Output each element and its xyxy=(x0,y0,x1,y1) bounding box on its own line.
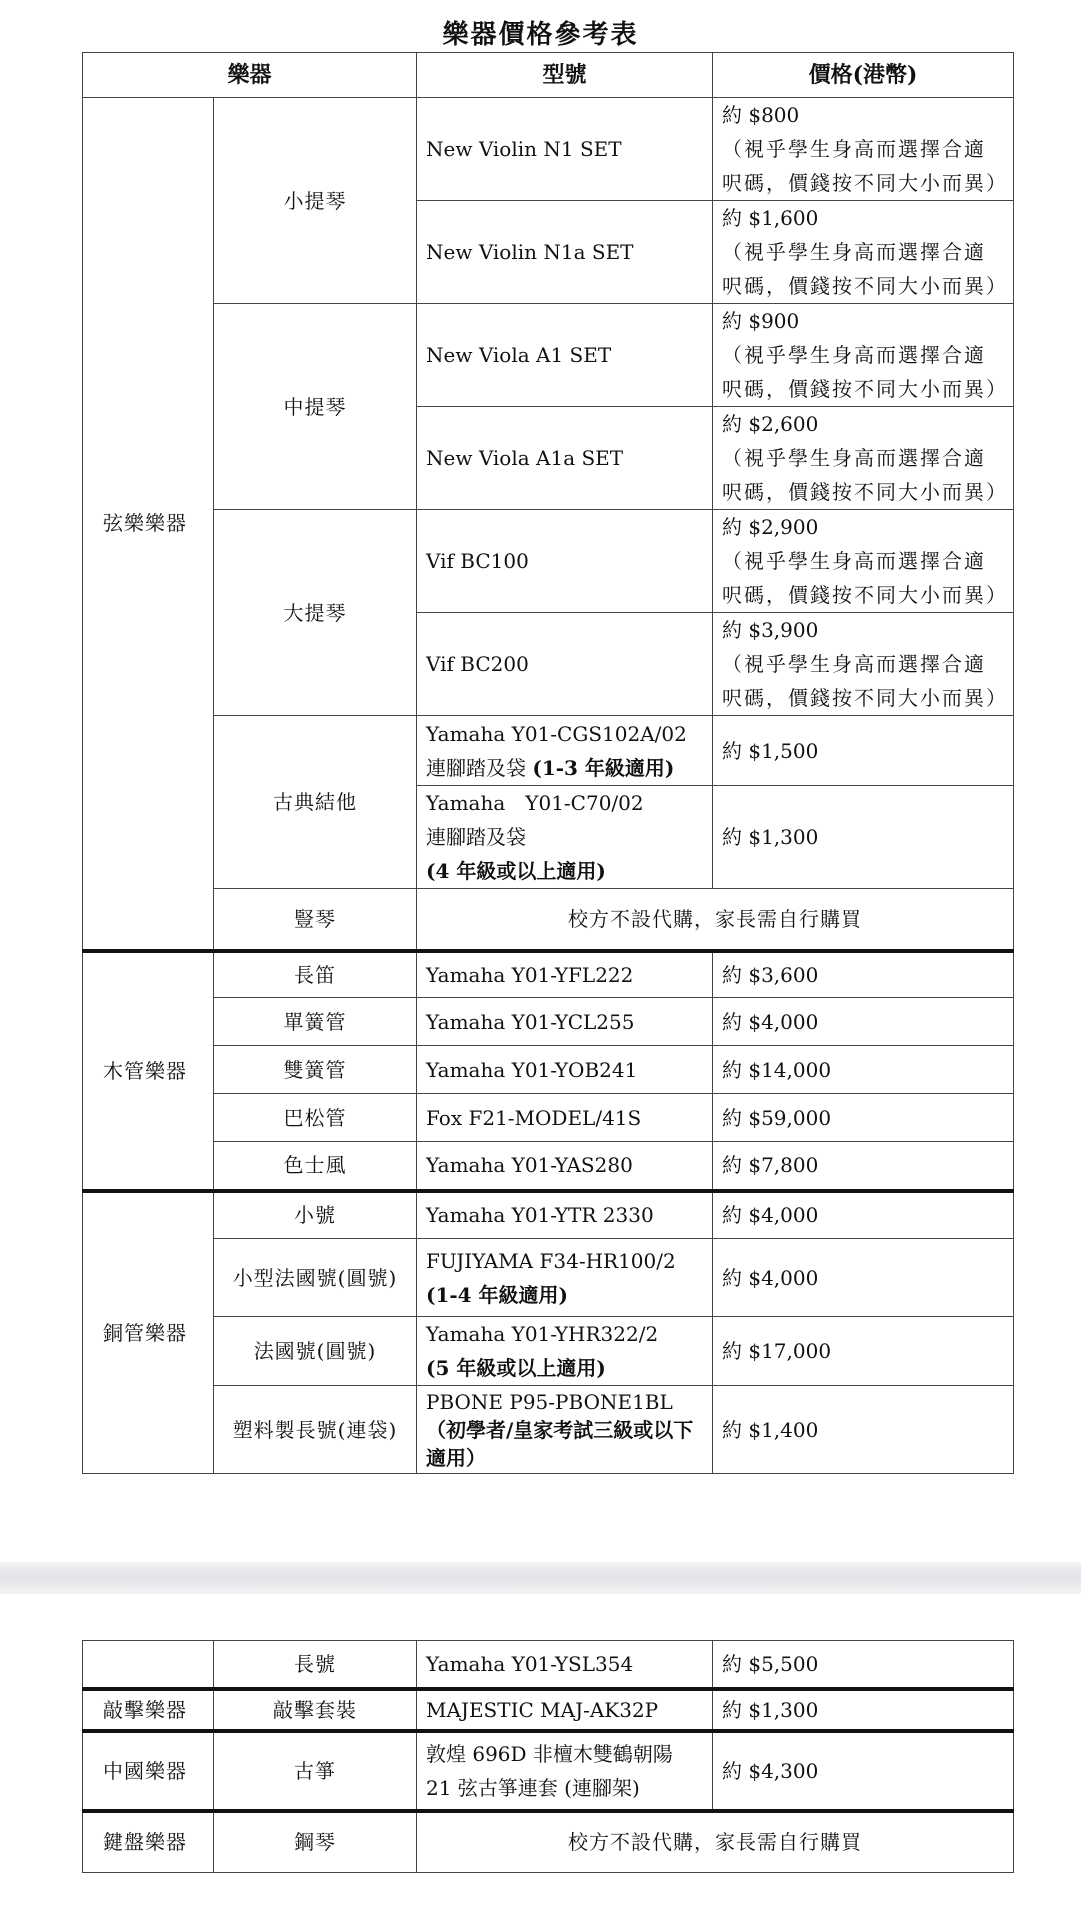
grade-note xyxy=(426,1416,703,1472)
price-value: 約 $3,900 xyxy=(722,618,819,642)
table-row xyxy=(83,998,1014,1046)
instrument-guitar: 古典結他 xyxy=(214,716,417,889)
price-note: （視乎學生身高而選擇合適呎碼，價錢按不同大小而異） xyxy=(722,549,1008,607)
instrument-name: 長號 xyxy=(214,1641,417,1689)
price-cell xyxy=(713,201,1014,304)
model-cell: Vif BC200 xyxy=(417,613,713,716)
model-cell: New Viola A1 SET xyxy=(417,304,713,407)
category-woodwind: 木管樂器 xyxy=(83,951,214,1191)
category-percussion: 敲擊樂器 xyxy=(83,1689,214,1731)
model-cell: Vif BC100 xyxy=(417,510,713,613)
price-cell xyxy=(713,98,1014,201)
page-break-separator xyxy=(0,1562,1081,1594)
category-brass: 銅管樂器 xyxy=(83,1191,214,1474)
price-cell: 約 $4,000 xyxy=(713,1239,1014,1317)
model-cell xyxy=(417,786,713,889)
instrument-name: 小號 xyxy=(214,1191,417,1239)
grade-note-text: (5 年級或以上適用) xyxy=(426,1356,606,1380)
model-cell xyxy=(417,1317,713,1386)
instrument-name: 單簧管 xyxy=(214,998,417,1046)
price-note: （視乎學生身高而選擇合適呎碼，價錢按不同大小而異） xyxy=(722,137,1008,195)
price-value: 約 $2,900 xyxy=(722,515,819,539)
model-line: 敦煌 696D 非檀木雙鶴朝陽 xyxy=(426,1741,673,1766)
table-row xyxy=(83,716,1014,786)
header-instrument: 樂器 xyxy=(83,53,417,98)
model-line: FUJIYAMA F34-HR100/2 xyxy=(426,1248,676,1273)
model-cell: New Violin N1 SET xyxy=(417,98,713,201)
price-value: 約 $900 xyxy=(722,309,800,333)
grade-note-text: (4 年級或以上適用) xyxy=(426,859,606,883)
instrument-name: 雙簧管 xyxy=(214,1046,417,1094)
price-note: （視乎學生身高而選擇合適呎碼，價錢按不同大小而異） xyxy=(722,343,1008,401)
instrument-cello: 大提琴 xyxy=(214,510,417,716)
price-cell: 約 $1,300 xyxy=(713,1689,1014,1731)
instrument-name: 小型法國號(圓號) xyxy=(214,1239,417,1317)
instrument-violin: 小提琴 xyxy=(214,98,417,304)
table-row xyxy=(83,1731,1014,1811)
model-cell xyxy=(417,716,713,786)
instrument-name: 鋼琴 xyxy=(214,1811,417,1873)
table-row xyxy=(83,1239,1014,1317)
instrument-name: 古箏 xyxy=(214,1731,417,1811)
model-line: Yamaha Y01-YHR322/2 xyxy=(426,1322,659,1346)
page-title: 樂器價格參考表 xyxy=(442,20,639,50)
table-row xyxy=(83,510,1014,613)
table-row xyxy=(83,98,1014,201)
price-cell: 約 $4,000 xyxy=(713,998,1014,1046)
no-purchase-note: 校方不設代購，家長需自行購買 xyxy=(417,1811,1014,1873)
model-cell: New Viola A1a SET xyxy=(417,407,713,510)
instrument-name: 色士風 xyxy=(214,1142,417,1191)
table-row xyxy=(83,1317,1014,1386)
category-strings: 弦樂樂器 xyxy=(83,98,214,951)
category-brass-continued xyxy=(83,1641,214,1689)
model-line: Yamaha Y01-C70/02 xyxy=(426,791,644,815)
price-cell: 約 $4,000 xyxy=(713,1191,1014,1239)
table-row xyxy=(83,1142,1014,1191)
model-cell xyxy=(417,1731,713,1811)
price-cell: 約 $1,500 xyxy=(713,716,1014,786)
price-cell xyxy=(713,407,1014,510)
model-cell: Yamaha Y01-YSL354 xyxy=(417,1641,713,1689)
category-chinese: 中國樂器 xyxy=(83,1731,214,1811)
model-cell: Yamaha Y01-YTR 2330 xyxy=(417,1191,713,1239)
model-cell: Yamaha Y01-YCL255 xyxy=(417,998,713,1046)
grade-note xyxy=(426,1351,703,1385)
price-cell: 約 $7,800 xyxy=(713,1142,1014,1191)
table-row xyxy=(83,1094,1014,1142)
instrument-name: 法國號(圓號) xyxy=(214,1317,417,1386)
price-cell: 約 $17,000 xyxy=(713,1317,1014,1386)
price-cell: 約 $59,000 xyxy=(713,1094,1014,1142)
table-row xyxy=(83,1046,1014,1094)
instrument-harp: 豎琴 xyxy=(214,889,417,951)
grade-note-text: （初學者/皇家考試三級或以下適用） xyxy=(426,1417,694,1470)
price-cell: 約 $1,300 xyxy=(713,786,1014,889)
model-line xyxy=(426,751,703,785)
category-keyboard: 鍵盤樂器 xyxy=(83,1811,214,1873)
price-cell: 約 $14,000 xyxy=(713,1046,1014,1094)
table-row xyxy=(83,1641,1014,1689)
model-line: 連腳踏及袋 xyxy=(426,755,526,780)
price-cell: 約 $3,600 xyxy=(713,951,1014,998)
model-cell: Yamaha Y01-YFL222 xyxy=(417,951,713,998)
instrument-viola: 中提琴 xyxy=(214,304,417,510)
grade-note xyxy=(426,1278,703,1312)
price-cell xyxy=(713,510,1014,613)
header-price: 價格(港幣) xyxy=(713,53,1014,98)
price-value: 約 $2,600 xyxy=(722,412,819,436)
instrument-name: 塑料製長號(連袋) xyxy=(214,1386,417,1474)
price-cell xyxy=(713,304,1014,407)
table-row xyxy=(83,1811,1014,1873)
model-cell: Yamaha Y01-YAS280 xyxy=(417,1142,713,1191)
table-row xyxy=(83,951,1014,998)
grade-note: (1-3 年級適用) xyxy=(532,755,675,780)
price-note: （視乎學生身高而選擇合適呎碼，價錢按不同大小而異） xyxy=(722,446,1008,504)
table-row xyxy=(83,1689,1014,1731)
model-cell: MAJESTIC MAJ-AK32P xyxy=(417,1689,713,1731)
model-cell: Fox F21-MODEL/41S xyxy=(417,1094,713,1142)
price-table-continued xyxy=(82,1640,1014,1873)
price-table xyxy=(82,52,1014,1474)
model-cell: New Violin N1a SET xyxy=(417,201,713,304)
price-value: 約 $1,600 xyxy=(722,206,819,230)
grade-note-text: (1-4 年級適用) xyxy=(426,1282,569,1307)
price-value: 約 $800 xyxy=(722,103,800,127)
model-cell: Yamaha Y01-YOB241 xyxy=(417,1046,713,1094)
model-cell xyxy=(417,1386,713,1474)
price-cell: 約 $4,300 xyxy=(713,1731,1014,1811)
instrument-name: 長笛 xyxy=(214,951,417,998)
model-line: 21 弦古箏連套 (連腳架) xyxy=(426,1775,640,1800)
price-note: （視乎學生身高而選擇合適呎碼，價錢按不同大小而異） xyxy=(722,240,1008,298)
instrument-name: 巴松管 xyxy=(214,1094,417,1142)
model-cell xyxy=(417,1239,713,1317)
grade-note xyxy=(426,854,703,888)
header-model: 型號 xyxy=(417,53,713,98)
model-line: PBONE P95-PBONE1BL xyxy=(426,1389,673,1414)
table-row xyxy=(83,304,1014,407)
table-row xyxy=(83,1386,1014,1474)
price-cell: 約 $5,500 xyxy=(713,1641,1014,1689)
model-line: Yamaha Y01-CGS102A/02 xyxy=(426,721,687,746)
header-row xyxy=(83,53,1014,98)
table-row xyxy=(83,1191,1014,1239)
no-purchase-note: 校方不設代購，家長需自行購買 xyxy=(417,889,1014,951)
price-note: （視乎學生身高而選擇合適呎碼，價錢按不同大小而異） xyxy=(722,652,1008,710)
model-line: 連腳踏及袋 xyxy=(426,825,526,849)
table-row xyxy=(83,889,1014,951)
price-cell: 約 $1,400 xyxy=(713,1386,1014,1474)
instrument-name: 敲擊套裝 xyxy=(214,1689,417,1731)
price-cell xyxy=(713,613,1014,716)
